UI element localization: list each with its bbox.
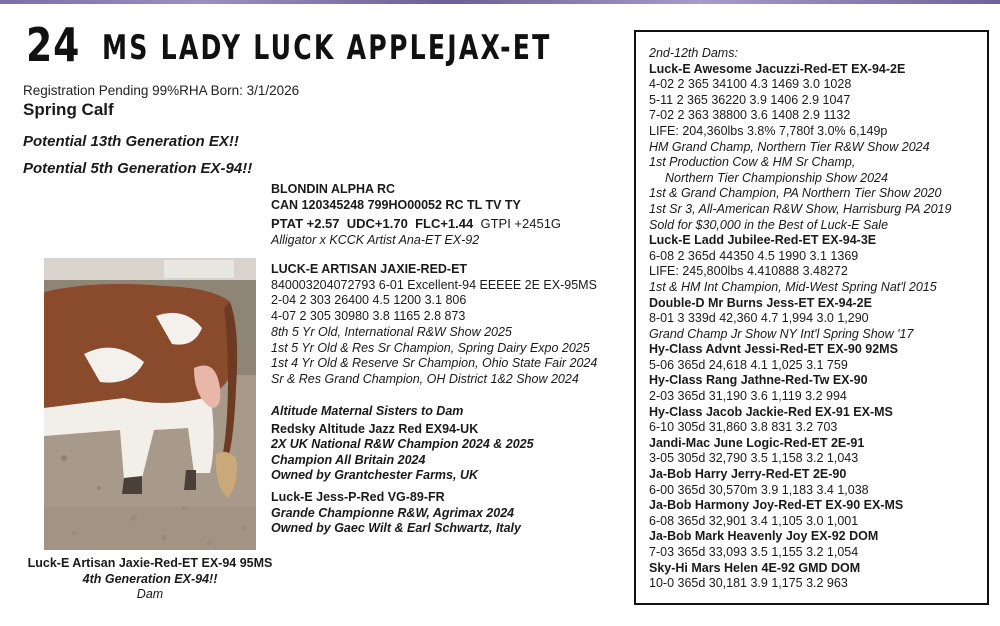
dam-achievement: 1st 4 Yr Old & Reserve Sr Champion, Ohio State Fair 2024	[271, 356, 598, 371]
sister-name: Luck-E Jess-P-Red VG-89-FR	[271, 489, 445, 504]
dams-panel-heading: 2nd-12th Dams:	[649, 46, 738, 60]
sire-gtpi: GTPI +2451G	[480, 216, 562, 231]
ancestor-detail: 5-11 2 365 36220 3.9 1406 2.9 1047	[649, 92, 851, 107]
sire-pedigree: Alligator x KCCK Artist Ana-ET EX-92	[271, 233, 480, 247]
ancestor-name: Double-D Mr Burns Jess-ET EX-94-2E	[649, 295, 872, 310]
ancestor-detail: 1st Sr 3, All-American R&W Show, Harrisburg PA 2019	[649, 201, 952, 216]
dam-block	[271, 262, 597, 388]
sire-name: BLONDIN ALPHA RC	[271, 182, 396, 196]
maternal-sisters-heading: Altitude Maternal Sisters to Dam	[271, 404, 464, 418]
ancestor-detail: Grand Champ Jr Show NY Int'l Spring Show '17	[649, 326, 914, 341]
maternal-sisters-block	[271, 404, 534, 537]
dam-achievement: 8th 5 Yr Old, International R&W Show 2025	[271, 324, 512, 339]
ancestor-detail: 8-01 3 339d 42,360 4.7 1,994 3.0 1,290	[649, 311, 869, 326]
ancestor-name: Ja-Bob Mark Heavenly Joy EX-92 DOM	[649, 529, 879, 544]
ancestor-name: Ja-Bob Harmony Joy-Red-ET EX-90 EX-MS	[649, 498, 904, 513]
animal-name: MS LADY LUCK APPLEJAX-ET	[102, 28, 552, 68]
ancestor-detail: 6-10 305d 31,860 3.8 831 3.2 703	[649, 420, 838, 435]
ancestor-detail: 10-0 365d 30,181 3.9 1,175 3.2 963	[649, 576, 848, 591]
ancestor-detail: 6-08 365d 32,901 3.4 1,105 3.0 1,001	[649, 513, 859, 528]
registration-line: Registration Pending 99%RHA Born: 3/1/2026	[23, 83, 300, 98]
ancestor-detail: LIFE: 204,360lbs 3.8% 7,780f 3.0% 6,149p	[649, 123, 888, 138]
caption-dam-name: Luck-E Artisan Jaxie-Red-ET EX-94 95MS	[27, 556, 273, 570]
ancestor-detail: LIFE: 245,800lbs 4.410888 3.48272	[649, 264, 848, 279]
dam-photo	[44, 258, 256, 550]
sire-proofs	[271, 216, 561, 232]
sire-ptat: PTAT +2.57	[271, 216, 340, 231]
ancestor-detail: 1st Production Cow & HM Sr Champ,	[649, 155, 856, 170]
lot-number: 24	[26, 18, 81, 72]
ancestor-detail: 1st & Grand Champion, PA Northern Tier Show 2020	[649, 186, 942, 201]
ancestor-detail: 6-08 2 365d 44350 4.5 1990 3.1 1369	[649, 248, 859, 263]
ancestor-name: Hy-Class Jacob Jackie-Red EX-91 EX-MS	[649, 404, 893, 419]
sister-detail: Champion All Britain 2024	[271, 452, 426, 467]
potential-generation-ex94: Potential 5th Generation EX-94!!	[23, 160, 253, 177]
sire-udc: UDC+1.70	[346, 216, 408, 231]
dam-achievement: Sr & Res Grand Champion, OH District 1&2 Show 2024	[271, 371, 579, 386]
sire-id-line: CAN 120345248 799HO00052 RC TL TV TY	[271, 198, 521, 212]
ancestor-detail: 4-02 2 365 34100 4.3 1469 3.0 1028	[649, 77, 852, 92]
ancestor-name: Hy-Class Advnt Jessi-Red-ET EX-90 92MS	[649, 342, 898, 357]
dam-record: 2-04 2 303 26400 4.5 1200 3.1 806	[271, 293, 467, 308]
sister-detail: Owned by Gaec Wilt & Earl Schwartz, Italy	[271, 521, 521, 536]
potential-generation-ex: Potential 13th Generation EX!!	[23, 133, 239, 150]
sire-block	[271, 181, 561, 248]
ancestor-detail: Northern Tier Championship Show 2024	[665, 170, 888, 185]
caption-role: Dam	[136, 587, 164, 601]
ancestor-detail: 2-03 365d 31,190 3.6 1,119 3.2 994	[649, 389, 847, 404]
dams-lines	[649, 62, 987, 592]
ancestor-name: Luck-E Ladd Jubilee-Red-ET EX-94-3E	[649, 233, 877, 248]
class-label: Spring Calf	[23, 100, 114, 119]
dam-achievement: 1st 5 Yr Old & Res Sr Champion, Spring Dairy Expo 2025	[271, 340, 590, 355]
ancestor-detail: 7-03 365d 33,093 3.5 1,155 3.2 1,054	[649, 545, 859, 559]
ancestor-name: Sky-Hi Mars Helen 4E-92 GMD DOM	[649, 560, 861, 575]
ancestor-name: Jandi-Mac June Logic-Red-ET 2E-91	[649, 435, 865, 450]
sire-flc: FLC+1.44	[415, 216, 474, 231]
photo-caption	[0, 556, 300, 603]
dam-record: 4-07 2 305 30980 3.8 1165 2.8 873	[271, 309, 466, 324]
dam-name: LUCK-E ARTISAN JAXIE-RED-ET	[271, 262, 468, 276]
ancestor-detail: 6-00 365d 30,570m 3.9 1,183 3.4 1,038	[649, 482, 869, 497]
ancestor-name: Hy-Class Rang Jathne-Red-Tw EX-90	[649, 373, 868, 388]
ancestor-detail: 3-05 305d 32,790 3.5 1,158 3.2 1,043	[649, 451, 859, 466]
lot-title	[26, 18, 552, 72]
top-border-strip	[0, 0, 1000, 4]
sister-detail: 2X UK National R&W Champion 2024 & 2025	[271, 437, 534, 452]
ancestor-detail: 5-06 365d 24,618 4.1 1,025 3.1 759	[649, 357, 848, 372]
ancestor-detail: HM Grand Champ, Northern Tier R&W Show 2024	[649, 139, 930, 154]
ancestor-name: Luck-E Awesome Jacuzzi-Red-ET EX-94-2E	[649, 61, 906, 76]
ancestor-name: Ja-Bob Harry Jerry-Red-ET 2E-90	[649, 467, 847, 482]
ancestor-detail: 1st & HM Int Champion, Mid-West Spring Nat'l 2015	[649, 279, 937, 294]
ancestor-detail: 7-02 2 363 38800 3.6 1408 2.9 1132	[649, 108, 851, 123]
dam-id-line: 840003204072793 6-01 Excellent-94 EEEEE 2E EX-95MS	[271, 277, 597, 292]
sister-detail: Grande Championne R&W, Agrimax 2024	[271, 505, 515, 520]
sister-detail: Owned by Grantchester Farms, UK	[271, 468, 479, 483]
sister-name: Redsky Altitude Jazz Red EX94-UK	[271, 421, 479, 436]
caption-generation: 4th Generation EX-94!!	[82, 571, 218, 586]
dams-panel	[634, 30, 989, 605]
ancestor-detail: Sold for $30,000 in the Best of Luck-E Sale	[649, 217, 889, 232]
